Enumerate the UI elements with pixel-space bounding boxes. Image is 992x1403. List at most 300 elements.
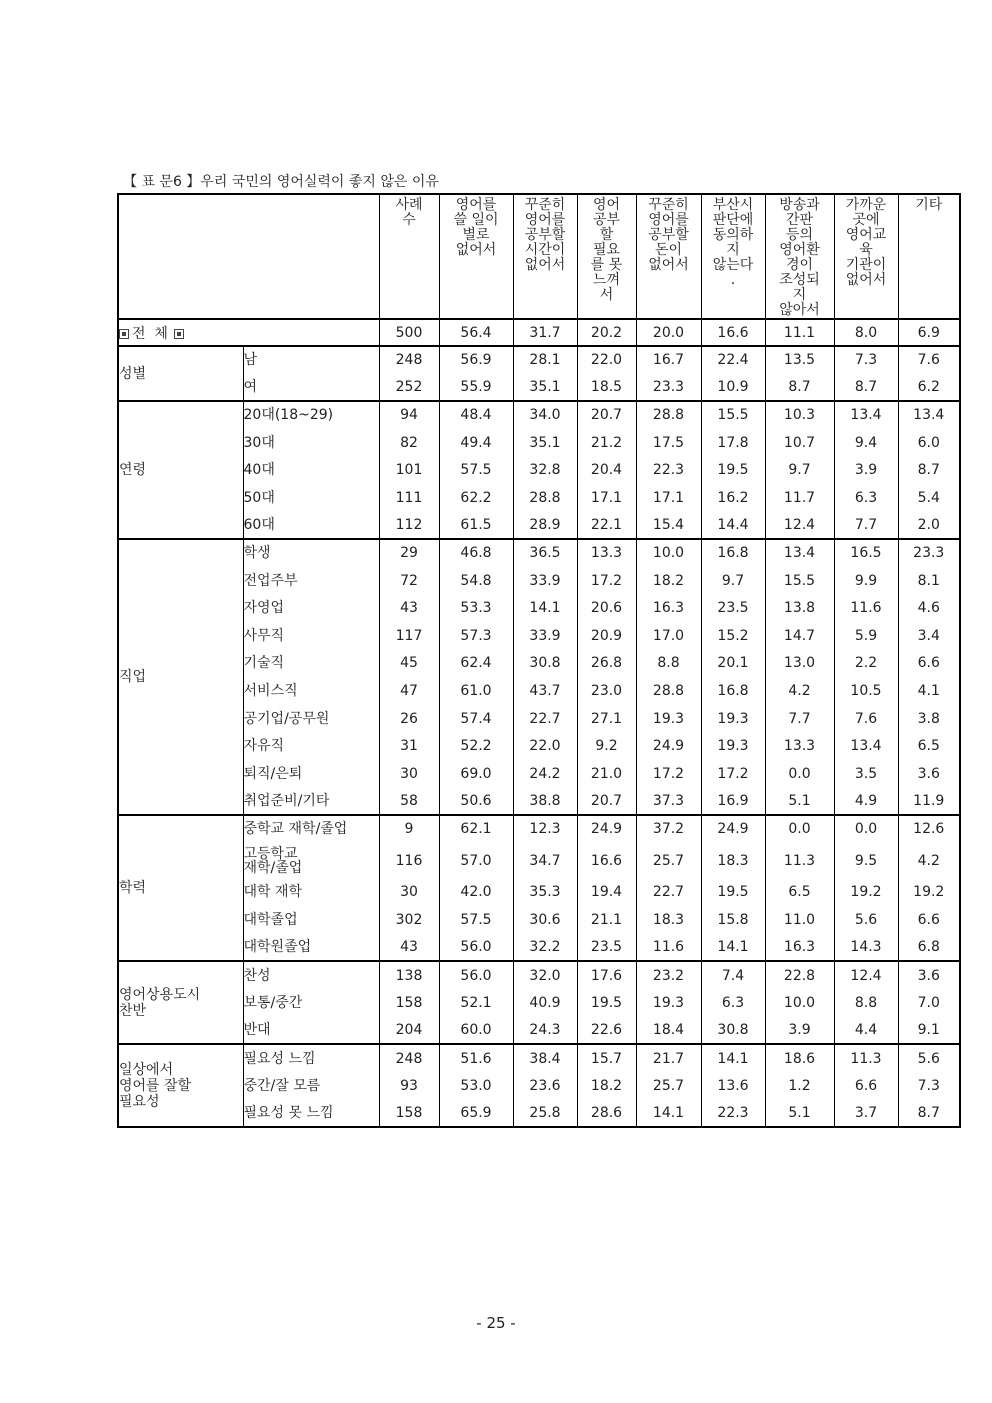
column-header-line: 없어서 [524, 257, 566, 273]
value-cell: 5.9 [834, 622, 898, 650]
table-row [118, 594, 960, 622]
column-header-line: 없어서 [845, 272, 887, 288]
value-cell: 7.3 [834, 346, 898, 374]
value-cell: 9.7 [765, 456, 834, 484]
value-cell: 21.7 [636, 1044, 701, 1072]
subgroup-label-cell [243, 705, 379, 733]
value-cell: 6.0 [898, 429, 960, 457]
value-cell: 15.2 [701, 622, 765, 650]
value-cell: 43.7 [513, 677, 577, 705]
value-cell: 55.9 [439, 374, 513, 402]
value-cell: 7.7 [834, 512, 898, 540]
table-row [118, 539, 960, 567]
value-cell: 23.6 [513, 1072, 577, 1100]
value-cell: 0.0 [765, 760, 834, 788]
value-cell: 22.7 [513, 705, 577, 733]
table-row [118, 732, 960, 760]
subgroup-label-cell [243, 815, 379, 843]
value-cell: 42.0 [439, 879, 513, 907]
value-cell: 22.7 [636, 879, 701, 907]
subgroup-label: 자영업 [243, 600, 285, 617]
subgroup-label-cell [243, 512, 379, 540]
value-cell: 4.2 [765, 677, 834, 705]
value-cell: 82 [379, 429, 439, 457]
value-cell: 112 [379, 512, 439, 540]
value-cell: 18.4 [636, 1017, 701, 1045]
column-header [379, 194, 439, 319]
value-cell: 6.3 [834, 484, 898, 512]
total-value-cell: 16.6 [701, 319, 765, 346]
value-cell: 12.4 [834, 961, 898, 989]
value-cell: 17.5 [636, 429, 701, 457]
value-cell: 4.6 [898, 594, 960, 622]
value-cell: 40.9 [513, 989, 577, 1017]
value-cell: 204 [379, 1017, 439, 1045]
subgroup-label: 사무직 [243, 627, 285, 644]
value-cell: 18.3 [636, 906, 701, 934]
column-header-line: 부산시 [712, 197, 754, 213]
value-cell: 25.7 [636, 1072, 701, 1100]
subgroup-label-cell [243, 401, 379, 429]
value-cell: 22.0 [513, 732, 577, 760]
value-cell: 13.4 [765, 539, 834, 567]
table-row [118, 456, 960, 484]
value-cell: 13.3 [765, 732, 834, 760]
column-header-line: 동의하 [712, 227, 754, 243]
value-cell: 15.4 [636, 512, 701, 540]
value-cell: 49.4 [439, 429, 513, 457]
value-cell: 17.1 [636, 484, 701, 512]
value-cell: 16.3 [765, 934, 834, 962]
value-cell: 17.2 [701, 760, 765, 788]
column-header [577, 194, 636, 319]
column-header-line: 영어를 [524, 212, 566, 228]
value-cell: 57.4 [439, 705, 513, 733]
table-row [118, 934, 960, 962]
total-label: 전 체 [132, 325, 168, 342]
group-label: 필요성 [119, 1093, 160, 1110]
value-cell: 3.6 [898, 760, 960, 788]
column-header-line: . [730, 272, 736, 288]
value-cell: 17.6 [577, 961, 636, 989]
value-cell: 47 [379, 677, 439, 705]
column-header-line: 없어서 [455, 242, 497, 258]
table-row [118, 1044, 960, 1072]
column-header-line: 간판 [785, 212, 814, 228]
value-cell: 58 [379, 788, 439, 816]
value-cell: 26 [379, 705, 439, 733]
total-value-cell: 56.4 [439, 319, 513, 346]
value-cell: 46.8 [439, 539, 513, 567]
subgroup-label: 중학교 재학/졸업 [243, 821, 348, 838]
subgroup-label: 서비스직 [243, 682, 298, 699]
value-cell: 24.2 [513, 760, 577, 788]
value-cell: 6.6 [834, 1072, 898, 1100]
value-cell: 30.8 [513, 650, 577, 678]
group-label-cell [118, 1044, 243, 1127]
value-cell: 93 [379, 1072, 439, 1100]
value-cell: 8.8 [834, 989, 898, 1017]
value-cell: 12.4 [765, 512, 834, 540]
value-cell: 19.3 [636, 705, 701, 733]
column-header-line: 서 [599, 287, 614, 303]
value-cell: 24.9 [636, 732, 701, 760]
column-header-line: 영어를 [648, 212, 689, 228]
value-cell: 23.3 [636, 374, 701, 402]
value-cell: 19.3 [701, 705, 765, 733]
value-cell: 252 [379, 374, 439, 402]
subgroup-label-cell [243, 374, 379, 402]
value-cell: 13.8 [765, 594, 834, 622]
column-header-line: 않는다 [712, 257, 754, 273]
value-cell: 18.6 [765, 1044, 834, 1072]
value-cell: 16.6 [577, 843, 636, 879]
value-cell: 9.1 [898, 1017, 960, 1045]
table-row [118, 1072, 960, 1100]
column-header-line: 영어교 [845, 227, 887, 243]
value-cell: 18.2 [577, 1072, 636, 1100]
value-cell: 26.8 [577, 650, 636, 678]
group-label: 성별 [119, 365, 147, 382]
value-cell: 28.8 [636, 677, 701, 705]
square-bullet-icon [119, 329, 129, 339]
subgroup-label: 재학/졸업 [243, 859, 303, 876]
value-cell: 5.6 [898, 1044, 960, 1072]
column-header-line: 영어를 [455, 197, 497, 213]
value-cell: 50.6 [439, 788, 513, 816]
subgroup-label-cell [243, 879, 379, 907]
value-cell: 9.7 [701, 567, 765, 595]
value-cell: 19.5 [701, 456, 765, 484]
value-cell: 20.4 [577, 456, 636, 484]
value-cell: 20.7 [577, 788, 636, 816]
value-cell: 9.9 [834, 567, 898, 595]
table-row [118, 650, 960, 678]
value-cell: 8.8 [636, 650, 701, 678]
value-cell: 28.1 [513, 346, 577, 374]
total-value-cell: 11.1 [765, 319, 834, 346]
value-cell: 0.0 [834, 815, 898, 843]
value-cell: 14.1 [636, 1099, 701, 1127]
total-label-cell [118, 319, 379, 346]
value-cell: 19.2 [898, 879, 960, 907]
subgroup-label-cell [243, 650, 379, 678]
header-corner [118, 194, 379, 319]
column-header-line: 공부 [592, 212, 621, 228]
subgroup-label-cell [243, 1017, 379, 1045]
value-cell: 15.8 [701, 906, 765, 934]
value-cell: 20.6 [577, 594, 636, 622]
value-cell: 72 [379, 567, 439, 595]
value-cell: 30.6 [513, 906, 577, 934]
value-cell: 117 [379, 622, 439, 650]
value-cell: 0.0 [765, 815, 834, 843]
value-cell: 45 [379, 650, 439, 678]
value-cell: 248 [379, 1044, 439, 1072]
subgroup-label: 남 [243, 352, 258, 369]
subgroup-label: 공기업/공무원 [243, 710, 330, 727]
column-header-line: 필요 [592, 242, 621, 258]
value-cell: 48.4 [439, 401, 513, 429]
column-header-line: 지 [792, 287, 807, 303]
value-cell: 34.0 [513, 401, 577, 429]
value-cell: 10.5 [834, 677, 898, 705]
table-row [118, 906, 960, 934]
subgroup-label-cell [243, 567, 379, 595]
column-header-line: 공부할 [648, 227, 689, 243]
group-label-cell [118, 961, 243, 1044]
column-header [898, 194, 960, 319]
value-cell: 21.2 [577, 429, 636, 457]
value-cell: 7.4 [701, 961, 765, 989]
value-cell: 8.7 [898, 1099, 960, 1127]
subgroup-label-cell [243, 961, 379, 989]
value-cell: 16.8 [701, 539, 765, 567]
value-cell: 33.9 [513, 622, 577, 650]
column-header-line: 없어서 [648, 257, 689, 273]
column-header-line: 등의 [785, 227, 814, 243]
value-cell: 24.3 [513, 1017, 577, 1045]
value-cell: 19.5 [577, 989, 636, 1017]
value-cell: 101 [379, 456, 439, 484]
value-cell: 61.0 [439, 677, 513, 705]
value-cell: 16.7 [636, 346, 701, 374]
total-row [118, 319, 960, 346]
value-cell: 17.0 [636, 622, 701, 650]
value-cell: 22.8 [765, 961, 834, 989]
value-cell: 22.0 [577, 346, 636, 374]
value-cell: 7.0 [898, 989, 960, 1017]
column-header-line: 가까운 [845, 197, 887, 213]
value-cell: 11.9 [898, 788, 960, 816]
value-cell: 10.3 [765, 401, 834, 429]
value-cell: 3.6 [898, 961, 960, 989]
value-cell: 69.0 [439, 760, 513, 788]
value-cell: 25.7 [636, 843, 701, 879]
subgroup-label: 중간/잘 모름 [243, 1077, 321, 1094]
table-row [118, 1017, 960, 1045]
value-cell: 14.4 [701, 512, 765, 540]
value-cell: 5.4 [898, 484, 960, 512]
group-label-cell [118, 815, 243, 961]
value-cell: 10.9 [701, 374, 765, 402]
value-cell: 116 [379, 843, 439, 879]
table-row [118, 760, 960, 788]
total-value-cell: 500 [379, 319, 439, 346]
value-cell: 4.2 [898, 843, 960, 879]
value-cell: 14.1 [513, 594, 577, 622]
value-cell: 37.3 [636, 788, 701, 816]
value-cell: 13.4 [898, 401, 960, 429]
value-cell: 38.8 [513, 788, 577, 816]
value-cell: 5.1 [765, 1099, 834, 1127]
value-cell: 28.6 [577, 1099, 636, 1127]
table-row [118, 429, 960, 457]
value-cell: 23.5 [577, 934, 636, 962]
value-cell: 10.0 [636, 539, 701, 567]
subgroup-label-cell [243, 788, 379, 816]
value-cell: 6.5 [765, 879, 834, 907]
column-header [439, 194, 513, 319]
subgroup-label: 퇴직/은퇴 [243, 765, 303, 782]
subgroup-label-cell [243, 622, 379, 650]
value-cell: 2.2 [834, 650, 898, 678]
column-header-line: 지 [726, 242, 740, 258]
value-cell: 14.3 [834, 934, 898, 962]
subgroup-label-cell [243, 594, 379, 622]
value-cell: 11.7 [765, 484, 834, 512]
subgroup-label: 학생 [243, 545, 271, 562]
value-cell: 6.5 [898, 732, 960, 760]
square-bullet-icon [174, 329, 184, 339]
value-cell: 22.4 [701, 346, 765, 374]
column-header-line: 공부할 [524, 227, 566, 243]
column-header-line: 영어 [592, 197, 621, 213]
group-label: 영어상용도시 [119, 986, 201, 1003]
subgroup-label: 30대 [243, 434, 275, 451]
value-cell: 11.3 [834, 1044, 898, 1072]
table-row [118, 879, 960, 907]
subgroup-label-cell [243, 760, 379, 788]
subgroup-label-cell [243, 429, 379, 457]
value-cell: 15.5 [701, 401, 765, 429]
value-cell: 3.7 [834, 1099, 898, 1127]
value-cell: 4.4 [834, 1017, 898, 1045]
value-cell: 2.0 [898, 512, 960, 540]
subgroup-label-cell [243, 732, 379, 760]
column-header-line: 시간이 [524, 242, 566, 258]
value-cell: 158 [379, 989, 439, 1017]
value-cell: 32.0 [513, 961, 577, 989]
value-cell: 138 [379, 961, 439, 989]
subgroup-label: 반대 [243, 1021, 271, 1038]
value-cell: 19.3 [701, 732, 765, 760]
value-cell: 27.1 [577, 705, 636, 733]
value-cell: 19.3 [636, 989, 701, 1017]
table-row [118, 677, 960, 705]
group-label: 연령 [119, 462, 147, 479]
value-cell: 35.1 [513, 374, 577, 402]
value-cell: 19.5 [701, 879, 765, 907]
table-row [118, 815, 960, 843]
group-label: 일상에서 [119, 1061, 174, 1078]
table-body [118, 319, 960, 1127]
value-cell: 11.0 [765, 906, 834, 934]
value-cell: 8.1 [898, 567, 960, 595]
value-cell: 53.0 [439, 1072, 513, 1100]
value-cell: 6.2 [898, 374, 960, 402]
value-cell: 9.5 [834, 843, 898, 879]
subgroup-label-cell [243, 989, 379, 1017]
group-label: 찬반 [119, 1002, 147, 1019]
value-cell: 32.2 [513, 934, 577, 962]
total-value-cell: 8.0 [834, 319, 898, 346]
subgroup-label-cell [243, 456, 379, 484]
value-cell: 14.7 [765, 622, 834, 650]
subgroup-label: 대학 재학 [243, 884, 303, 901]
subgroup-label-cell [243, 1044, 379, 1072]
value-cell: 15.7 [577, 1044, 636, 1072]
table-row [118, 622, 960, 650]
value-cell: 62.1 [439, 815, 513, 843]
value-cell: 29 [379, 539, 439, 567]
column-header-line: 방송과 [779, 197, 820, 213]
value-cell: 54.8 [439, 567, 513, 595]
column-header-line: 수 [402, 212, 416, 228]
value-cell: 15.5 [765, 567, 834, 595]
value-cell: 8.7 [898, 456, 960, 484]
value-cell: 23.3 [898, 539, 960, 567]
table-row [118, 1099, 960, 1127]
column-header [513, 194, 577, 319]
value-cell: 4.9 [834, 788, 898, 816]
value-cell: 6.3 [701, 989, 765, 1017]
value-cell: 4.1 [898, 677, 960, 705]
value-cell: 38.4 [513, 1044, 577, 1072]
subgroup-label: 필요성 느낌 [243, 1050, 316, 1067]
value-cell: 12.6 [898, 815, 960, 843]
value-cell: 60.0 [439, 1017, 513, 1045]
value-cell: 23.5 [701, 594, 765, 622]
value-cell: 5.1 [765, 788, 834, 816]
value-cell: 1.2 [765, 1072, 834, 1100]
table-row [118, 705, 960, 733]
value-cell: 53.3 [439, 594, 513, 622]
table-row [118, 567, 960, 595]
group-label-cell [118, 539, 243, 815]
subgroup-label-cell [243, 484, 379, 512]
value-cell: 6.6 [898, 650, 960, 678]
value-cell: 7.6 [834, 705, 898, 733]
column-header-line: 판단에 [712, 212, 754, 228]
value-cell: 33.9 [513, 567, 577, 595]
value-cell: 57.5 [439, 456, 513, 484]
value-cell: 7.7 [765, 705, 834, 733]
value-cell: 57.5 [439, 906, 513, 934]
group-label: 영어를 잘할 [119, 1077, 192, 1094]
value-cell: 248 [379, 346, 439, 374]
value-cell: 7.6 [898, 346, 960, 374]
value-cell: 13.4 [834, 732, 898, 760]
value-cell: 8.7 [765, 374, 834, 402]
table-caption: 【 표 문6 】우리 국민의 영어실력이 좋지 않은 이유 [123, 174, 439, 190]
value-cell: 28.9 [513, 512, 577, 540]
total-value-cell: 20.0 [636, 319, 701, 346]
column-header-line: 쓸 일이 [453, 212, 499, 228]
value-cell: 20.7 [577, 401, 636, 429]
group-label-cell [118, 401, 243, 539]
header-row [118, 194, 960, 319]
value-cell: 36.5 [513, 539, 577, 567]
value-cell: 23.0 [577, 677, 636, 705]
value-cell: 51.6 [439, 1044, 513, 1072]
group-label: 학력 [119, 880, 147, 897]
subgroup-label: 60대 [243, 516, 275, 533]
value-cell: 23.2 [636, 961, 701, 989]
table-row [118, 484, 960, 512]
value-cell: 25.8 [513, 1099, 577, 1127]
value-cell: 56.9 [439, 346, 513, 374]
value-cell: 3.8 [898, 705, 960, 733]
value-cell: 13.6 [701, 1072, 765, 1100]
value-cell: 11.6 [636, 934, 701, 962]
subgroup-label-cell [243, 677, 379, 705]
value-cell: 18.2 [636, 567, 701, 595]
value-cell: 19.4 [577, 879, 636, 907]
subgroup-label: 취업준비/기타 [243, 792, 330, 809]
value-cell: 6.8 [898, 934, 960, 962]
reasons-table [117, 193, 961, 1128]
